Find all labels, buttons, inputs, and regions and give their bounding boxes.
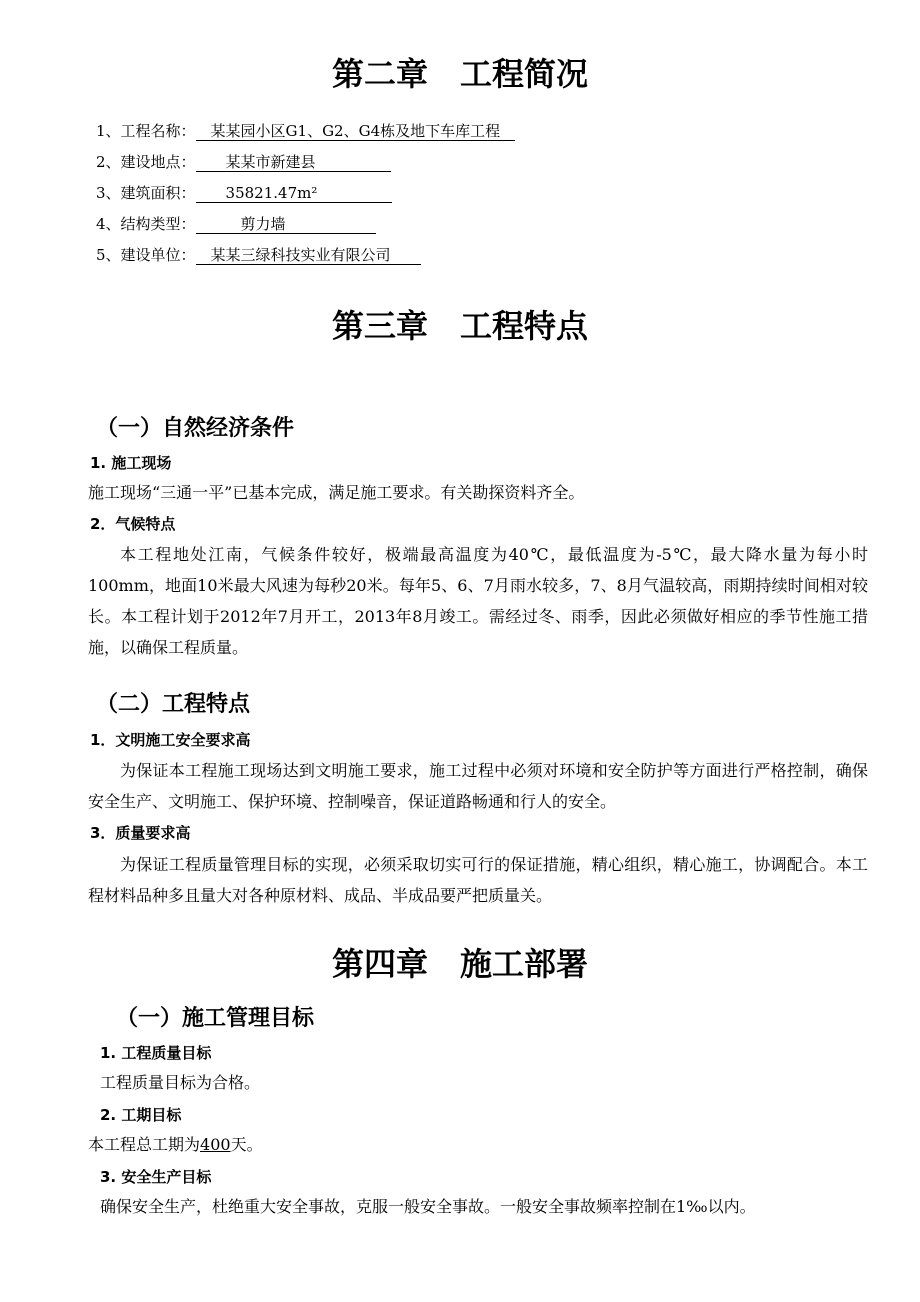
info-row-area (96, 182, 392, 204)
section-title: （一）自然经济条件 (96, 416, 295, 441)
subsection-title: 2. 工期目标 (100, 1106, 182, 1124)
chapter-title: 第二章 工程简况 (331, 55, 588, 93)
schedule-text-end: 天。 (230, 1135, 263, 1154)
info-row-project-name (96, 120, 515, 142)
chapter-title: 第三章 工程特点 (331, 307, 588, 345)
info-row-structure (96, 213, 376, 235)
section-title: （二）工程特点 (96, 692, 251, 717)
info-row-owner (96, 244, 421, 266)
paragraph: 为保证本工程施工现场达到文明施工要求，施工过程中必须对环境和安全防护等方面进行严格控制，确保安全生产、文明施工、保护环境、控制噪音，保证道路畅通和行人的安全。 (88, 761, 868, 811)
subsection-title: 1. 施工现场 (90, 454, 172, 472)
info-value: 某某三绿科技实业有限公司 (195, 246, 421, 264)
subsection-title: 3. 安全生产目标 (100, 1168, 212, 1186)
info-label: 1、工程名称： (96, 122, 196, 140)
info-label: 3、建筑面积： (96, 184, 196, 202)
info-value: 35821.47m² (195, 184, 393, 202)
schedule-days: 400 (200, 1135, 231, 1154)
subsection-title: 3．质量要求高 (90, 824, 191, 842)
info-label: 2、建设地点： (96, 153, 196, 171)
subsection-title: 2．气候特点 (90, 515, 176, 533)
subsection-title: 1．文明施工安全要求高 (90, 731, 251, 749)
info-row-location (96, 151, 391, 173)
schedule-line (88, 1133, 263, 1157)
subsection-title: 1. 工程质量目标 (100, 1044, 212, 1062)
schedule-text: 本工程总工期为 (88, 1135, 201, 1154)
paragraph: 确保安全生产，杜绝重大安全事故，克服一般安全事故。一般安全事故频率控制在1‰以内。 (100, 1197, 756, 1216)
paragraph: 施工现场“三通一平”已基本完成，满足施工要求。有关勘探资料齐全。 (88, 483, 585, 502)
paragraph: 工程质量目标为合格。 (100, 1073, 261, 1092)
info-label: 5、建设单位： (96, 246, 196, 264)
info-value: 某某市新建县 (195, 153, 391, 171)
info-value: 剪力墙 (195, 215, 376, 233)
section-title: （一）施工管理目标 (116, 1006, 315, 1031)
info-label: 4、结构类型： (96, 215, 196, 233)
info-value: 某某园小区G1、G2、G4栋及地下车库工程 (195, 122, 516, 140)
paragraph: 为保证工程质量管理目标的实现，必须采取切实可行的保证措施，精心组织，精心施工，协调配合。本工程材料品种多且量大对各种原材料、成品、半成品要严把质量关。 (88, 855, 868, 905)
chapter-title: 第四章 施工部署 (331, 945, 588, 983)
paragraph: 本工程地处江南，气候条件较好，极端最高温度为40℃，最低温度为-5℃，最大降水量为每小时100mm，地面10米最大风速为每秒20米。每年5、6、7月雨水较多，7、8月气温较高，雨期持续时间相对较长。本工程计划于2012年7月开工，2013年8月竣工。需经过冬、雨季，因此必须做好相应的季节性施工措施，以确保工程质量。 (88, 545, 868, 657)
